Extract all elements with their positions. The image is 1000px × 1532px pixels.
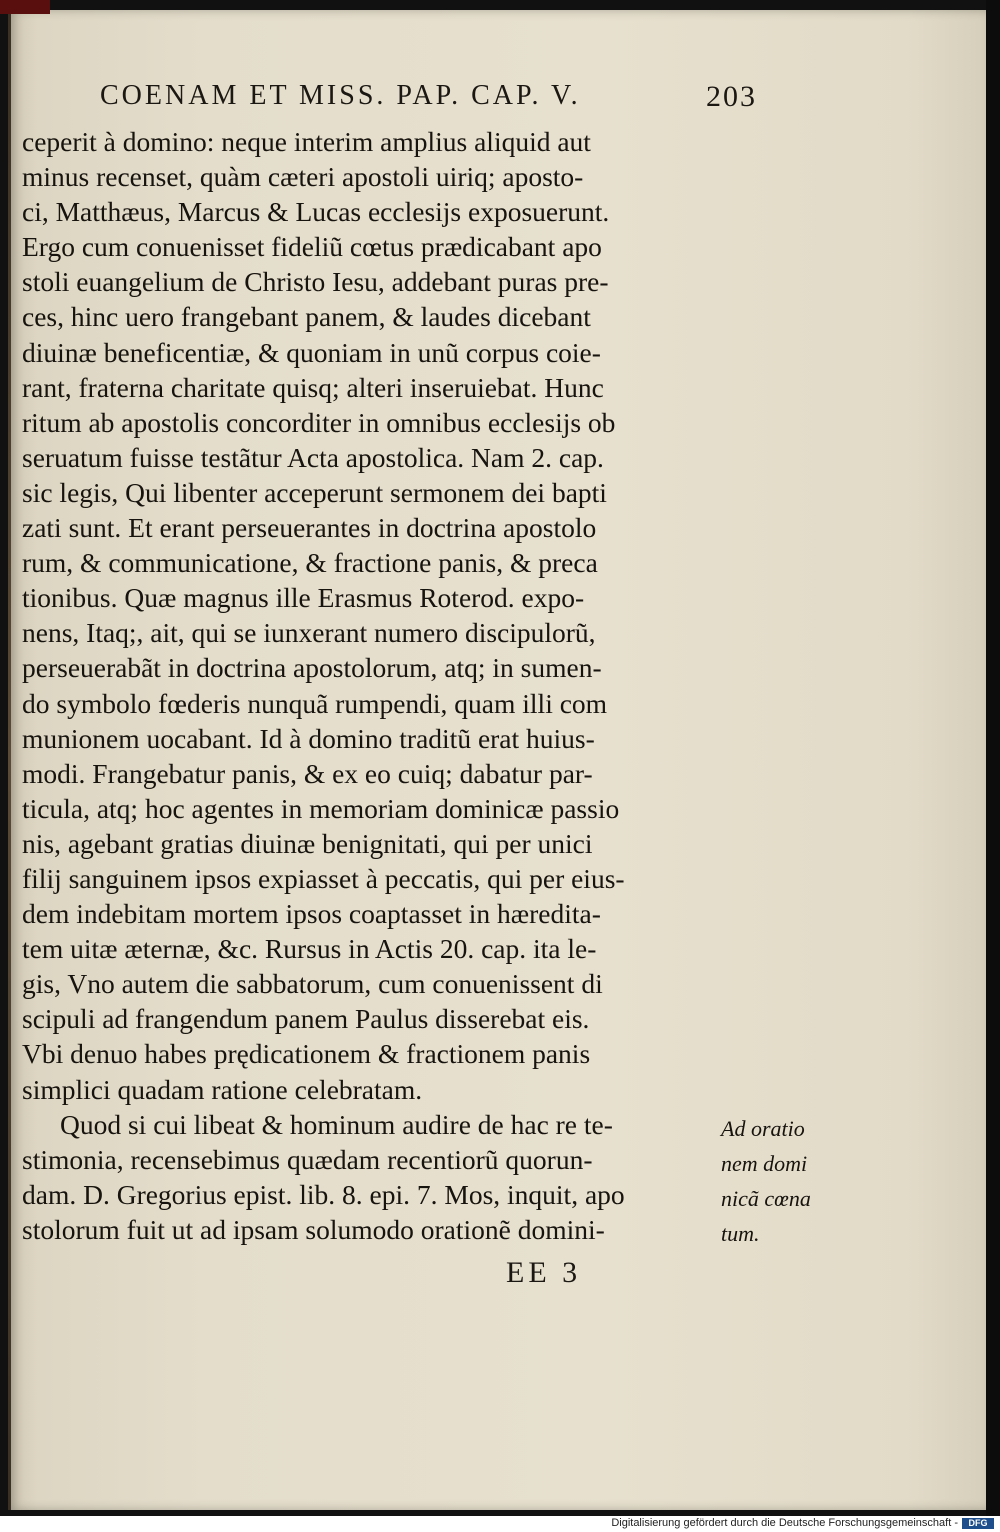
text-line: gis, Vno autem die sabbatorum, cum conuenissent di xyxy=(22,968,603,1000)
text-line: ces, hinc uero frangebant panem, & laudes dicebant xyxy=(22,301,591,333)
text-line: dam. D. Gregorius epist. lib. 8. epi. 7. Mos, inquit, apo xyxy=(22,1178,625,1210)
text-line: rum, & communicatione, & fractione panis, & preca xyxy=(22,547,598,579)
text-line: sic legis, Qui libenter acceperunt sermonem dei bapti xyxy=(22,476,607,508)
margin-note-line: nicã cœna xyxy=(721,1186,811,1211)
text-line: Ergo cum conuenisset fideliũ cœtus prædicabant apo xyxy=(22,231,602,263)
corner-color-mark xyxy=(0,0,50,14)
signature-mark: EE 3 xyxy=(506,1256,582,1289)
text-line: scipuli ad frangendum panem Paulus disserebat eis. xyxy=(22,1003,590,1035)
text-line: do symbolo fœderis nunquã rumpendi, quam illi com xyxy=(22,687,608,719)
margin-note-line: nem domi xyxy=(721,1151,808,1176)
text-line: seruatum fuisse testãtur Acta apostolica. Nam 2. cap. xyxy=(22,441,604,473)
footer-bar xyxy=(0,1516,1000,1532)
text-line: zati sunt. Et erant perseuerantes in doctrina apostolo xyxy=(22,512,597,544)
page-edge xyxy=(986,0,1000,1516)
margin-note-line: tum. xyxy=(721,1221,760,1246)
text-line: rant, fraterna charitate quisq; alteri inseruiebat. Hunc xyxy=(22,371,604,403)
text-line: dem indebitam mortem ipsos coaptasset in hæredita- xyxy=(22,898,601,930)
paragraph-first-line: Quod si cui libeat & hominum audire de hac re te- xyxy=(60,1108,613,1140)
text-line: stolorum fuit ut ad ipsam solumodo orationẽ domini- xyxy=(22,1213,605,1245)
text-line: stimonia, recensebimus quædam recentiorũ quorun- xyxy=(22,1143,593,1175)
marginal-note xyxy=(721,1111,821,1251)
text-line: munionem uocabant. Id à domino traditũ erat huius- xyxy=(22,722,595,754)
running-head: COENAM ET MISS. PAP. CAP. V. xyxy=(100,80,581,111)
text-line: nis, agebant gratias diuinæ benignitati, qui per unici xyxy=(22,827,593,859)
text-line: stoli euangelium de Christo Iesu, addebant puras pre- xyxy=(22,266,609,298)
text-line: minus recenset, quàm cæteri apostoli uiriq; aposto- xyxy=(22,161,584,193)
text-line: tionibus. Quæ magnus ille Erasmus Roterod. expo- xyxy=(22,582,585,614)
text-line: Vbi denuo habes prędicationem & fractionem panis xyxy=(22,1038,591,1070)
main-text-block xyxy=(22,124,732,1247)
text-line: tem uitæ æternæ, &c. Rursus in Actis 20. cap. ita le- xyxy=(22,933,597,965)
page-number: 203 xyxy=(706,80,757,113)
text-line: ritum ab apostolis concorditer in omnibus ecclesijs ob xyxy=(22,406,616,438)
text-line: ticula, atq; hoc agentes in memoriam dominicæ passio xyxy=(22,792,620,824)
margin-note-line: Ad oratio xyxy=(721,1116,805,1141)
text-line: diuinæ beneficentiæ, & quoniam in unũ corpus coie- xyxy=(22,336,601,368)
text-line: simplici quadam ratione celebratam. xyxy=(22,1073,423,1105)
funding-credit: Digitalisierung gefördert durch die Deutsche Forschungsgemeinschaft - xyxy=(611,1517,958,1529)
text-line: ci, Matthæus, Marcus & Lucas ecclesijs exposuerunt. xyxy=(22,196,610,228)
page-gutter xyxy=(8,10,11,1510)
dfg-logo: DFG xyxy=(962,1518,994,1529)
text-line: ceperit à domino: neque interim amplius aliquid aut xyxy=(22,126,591,157)
text-line: modi. Frangebatur panis, & ex eo cuiq; dabatur par- xyxy=(22,757,593,789)
text-line: perseuerabãt in doctrina apostolorum, atq; in sumen- xyxy=(22,652,602,684)
text-line: nens, Itaq;, ait, qui se iunxerant numero discipulorũ, xyxy=(22,617,596,649)
text-line: filij sanguinem ipsos expiasset à peccatis, qui per eius- xyxy=(22,862,625,894)
